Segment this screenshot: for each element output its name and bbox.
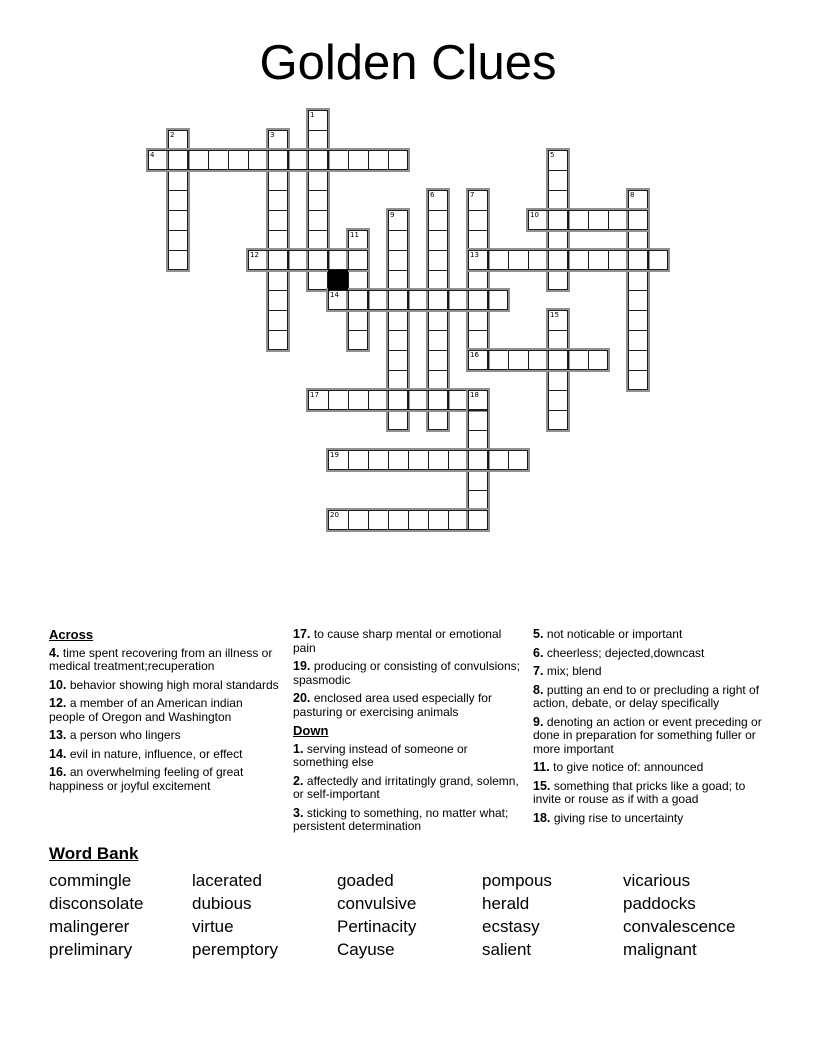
cell-divider: [328, 251, 329, 269]
cell-divider: [588, 351, 589, 369]
cell-divider: [629, 350, 647, 351]
cell-divider: [388, 451, 389, 469]
word-bank-item: goaded: [337, 871, 394, 890]
cell-divider: [388, 391, 389, 409]
clue-11: 11. to give notice of: announced: [533, 760, 704, 774]
cell-divider: [488, 251, 489, 269]
cell-divider: [268, 151, 269, 169]
cell-divider: [549, 410, 567, 411]
cell-divider: [448, 291, 449, 309]
cell-number-15: 15: [550, 311, 559, 319]
clue-16: 16. an overwhelming feeling of great happiness or joyful excitement: [49, 765, 244, 793]
word-7-frame: [468, 190, 488, 370]
cell-divider: [549, 190, 567, 191]
cell-divider: [368, 391, 369, 409]
clue-number: 16.: [49, 765, 70, 779]
word-bank-item: Pertinacity: [337, 917, 417, 936]
cell-divider: [309, 210, 327, 211]
cell-number-12: 12: [250, 251, 259, 259]
clue-17: 17. to cause sharp mental or emotional pain: [293, 627, 502, 655]
cell-divider: [429, 210, 447, 211]
clue-number: 7.: [533, 664, 547, 678]
cell-divider: [629, 290, 647, 291]
cell-divider: [269, 210, 287, 211]
cell-number-3: 3: [270, 131, 275, 139]
cell-divider: [568, 351, 569, 369]
clue-number: 3.: [293, 805, 307, 820]
clue-number: 1.: [293, 741, 307, 756]
cell-number-20: 20: [330, 511, 339, 519]
cell-divider: [429, 230, 447, 231]
cell-divider: [308, 151, 309, 169]
cell-divider: [629, 310, 647, 311]
cell-divider: [389, 330, 407, 331]
word-bank-item: vicarious: [623, 871, 691, 890]
cell-divider: [429, 250, 447, 251]
clue-7: 7. mix; blend: [533, 664, 602, 678]
clue-2: 2. affectedly and irritatingly grand, solemn, or self-important: [293, 773, 519, 801]
cell-divider: [188, 151, 189, 169]
cell-number-11: 11: [350, 231, 359, 239]
cell-divider: [448, 451, 449, 469]
clue-1: 1. serving instead of someone or something else: [293, 741, 468, 769]
word-bank-item: commingle: [49, 871, 132, 890]
cell-divider: [548, 251, 549, 269]
cell-divider: [469, 430, 487, 431]
clues-section: [49, 628, 769, 839]
clue-14: 14. evil in nature, influence, or effect: [49, 746, 243, 761]
clue-18: 18. giving rise to uncertainty: [533, 810, 684, 825]
cell-number-1: 1: [310, 111, 315, 119]
clue-number: 2.: [293, 773, 307, 788]
clue-15: 15. something that pricks like a goad; to invite or rouse as if with a goad: [533, 778, 746, 806]
clue-column-1: [49, 628, 279, 798]
word-bank-item: lacerated: [192, 871, 262, 890]
cell-divider: [468, 451, 469, 469]
word-bank-item: convulsive: [337, 894, 417, 913]
cell-divider: [349, 330, 367, 331]
cell-divider: [469, 490, 487, 491]
clue-12: 12. a member of an American indian people of Oregon and Washington: [49, 696, 243, 724]
clue-number: 15.: [533, 778, 554, 793]
cell-divider: [169, 250, 187, 251]
cell-divider: [269, 330, 287, 331]
cell-divider: [568, 211, 569, 229]
cell-divider: [308, 251, 309, 269]
cell-divider: [508, 451, 509, 469]
cell-divider: [428, 511, 429, 529]
cell-divider: [428, 291, 429, 309]
cell-divider: [328, 391, 329, 409]
clue-column-3: [533, 628, 769, 830]
cell-divider: [348, 151, 349, 169]
cell-divider: [368, 291, 369, 309]
clue-13: 13. a person who lingers: [49, 728, 181, 742]
clue-5: 5. not noticable or important: [533, 627, 683, 641]
word-20-frame: [328, 510, 488, 530]
cell-divider: [469, 330, 487, 331]
word-bank-item: convalescence: [623, 917, 736, 936]
cell-divider: [389, 250, 407, 251]
cell-divider: [348, 511, 349, 529]
cell-divider: [169, 230, 187, 231]
word-bank-section: [49, 844, 743, 963]
clue-number: 8.: [533, 682, 547, 697]
clue-9: 9. denoting an action or event preceding or done in preparation for something fuller or more important: [533, 714, 762, 756]
crossword-grid: [148, 110, 668, 530]
word-bank-item: herald: [482, 894, 530, 913]
clue-number: 20.: [293, 691, 314, 705]
word-bank-item: peremptory: [192, 940, 278, 959]
cell-divider: [368, 451, 369, 469]
cell-divider: [408, 291, 409, 309]
cell-divider: [388, 151, 389, 169]
cell-divider: [588, 251, 589, 269]
word-4-frame: [148, 150, 408, 170]
cell-divider: [408, 391, 409, 409]
cell-divider: [488, 351, 489, 369]
cell-divider: [488, 451, 489, 469]
cell-divider: [169, 210, 187, 211]
cell-divider: [488, 291, 489, 309]
clue-number: 12.: [49, 696, 70, 710]
word-bank-item: salient: [482, 940, 532, 959]
word-19-frame: [328, 450, 528, 470]
cell-divider: [568, 251, 569, 269]
cell-number-6: 6: [430, 191, 435, 199]
clue-number: 17.: [293, 627, 314, 641]
clue-19: 19. producing or consisting of convulsions; spasmodic: [293, 659, 520, 687]
cell-divider: [168, 151, 169, 169]
clue-20: 20. enclosed area used especially for pasturing or exercising animals: [293, 691, 492, 719]
word-13-frame: [468, 250, 668, 270]
clue-number: 14.: [49, 746, 70, 761]
black-cell: [328, 270, 348, 290]
cell-number-5: 5: [550, 151, 555, 159]
cell-number-10: 10: [530, 211, 539, 219]
cell-divider: [169, 190, 187, 191]
cell-divider: [629, 330, 647, 331]
cell-divider: [448, 391, 449, 409]
clue-number: 18.: [533, 810, 554, 825]
cell-divider: [288, 151, 289, 169]
word-bank-item: paddocks: [623, 894, 696, 913]
cell-divider: [309, 130, 327, 131]
word-bank-item: preliminary: [49, 940, 133, 959]
cell-divider: [528, 251, 529, 269]
cell-divider: [328, 151, 329, 169]
cell-divider: [469, 230, 487, 231]
cell-divider: [348, 291, 349, 309]
word-bank-title: Word Bank: [49, 844, 139, 863]
word-16-frame: [468, 350, 608, 370]
cell-divider: [629, 370, 647, 371]
cell-number-9: 9: [390, 211, 395, 219]
cell-divider: [389, 270, 407, 271]
cell-divider: [389, 370, 407, 371]
word-bank-item: ecstasy: [482, 917, 540, 936]
word-17-frame: [308, 390, 488, 410]
clue-number: 4.: [49, 645, 63, 660]
cell-divider: [528, 351, 529, 369]
cell-divider: [348, 451, 349, 469]
clue-number: 9.: [533, 714, 547, 729]
clue-3: 3. sticking to something, no matter what; persistent determination: [293, 805, 509, 833]
word-bank-item: dubious: [192, 894, 252, 913]
word-10-frame: [528, 210, 648, 230]
cell-number-14: 14: [330, 291, 339, 299]
cell-divider: [628, 251, 629, 269]
cell-divider: [548, 211, 549, 229]
cell-divider: [588, 211, 589, 229]
cell-divider: [549, 330, 567, 331]
cell-number-19: 19: [330, 451, 339, 459]
cell-divider: [628, 211, 629, 229]
cell-divider: [548, 351, 549, 369]
cell-divider: [508, 351, 509, 369]
word-bank-item: malignant: [623, 940, 697, 959]
cell-divider: [348, 391, 349, 409]
cell-number-7: 7: [470, 191, 475, 199]
word-bank-item: pompous: [482, 871, 552, 890]
cell-divider: [368, 511, 369, 529]
cell-divider: [208, 151, 209, 169]
cell-divider: [608, 211, 609, 229]
cell-divider: [429, 330, 447, 331]
word-bank-item: disconsolate: [49, 894, 144, 913]
cell-divider: [428, 451, 429, 469]
cell-divider: [269, 310, 287, 311]
cell-divider: [228, 151, 229, 169]
cell-divider: [469, 210, 487, 211]
cell-divider: [248, 151, 249, 169]
clue-number: 11.: [533, 760, 554, 774]
cell-divider: [408, 451, 409, 469]
word-12-frame: [248, 250, 368, 270]
cell-divider: [428, 391, 429, 409]
cell-divider: [408, 511, 409, 529]
across-header: Across: [49, 627, 94, 642]
clue-number: 19.: [293, 659, 314, 673]
word-bank-item: virtue: [192, 917, 234, 936]
cell-divider: [429, 350, 447, 351]
clue-6: 6. cheerless; dejected,downcast: [533, 645, 705, 660]
cell-number-18: 18: [470, 391, 479, 399]
cell-divider: [549, 170, 567, 171]
cell-divider: [468, 511, 469, 529]
word-bank-list: [49, 871, 743, 963]
word-bank-item: Cayuse: [337, 940, 395, 959]
clue-4: 4. time spent recovering from an illness or medical treatment;recuperation: [49, 645, 273, 673]
cell-divider: [389, 230, 407, 231]
cell-divider: [269, 230, 287, 231]
cell-divider: [508, 251, 509, 269]
clue-number: 6.: [533, 645, 547, 660]
clue-number: 5.: [533, 627, 547, 641]
cell-divider: [309, 230, 327, 231]
cell-number-8: 8: [630, 191, 635, 199]
cell-number-4: 4: [150, 151, 155, 159]
cell-number-13: 13: [470, 251, 479, 259]
cell-divider: [608, 251, 609, 269]
cell-divider: [429, 370, 447, 371]
cell-divider: [388, 511, 389, 529]
cell-divider: [269, 290, 287, 291]
cell-divider: [389, 350, 407, 351]
cell-number-16: 16: [470, 351, 479, 359]
cell-divider: [268, 251, 269, 269]
cell-number-17: 17: [310, 391, 319, 399]
word-14-frame: [328, 290, 508, 310]
cell-divider: [549, 390, 567, 391]
word-bank-item: malingerer: [49, 917, 130, 936]
cell-divider: [368, 151, 369, 169]
clue-8: 8. putting an end to or precluding a right of action, debate, or delay specifically: [533, 682, 760, 710]
cell-divider: [448, 511, 449, 529]
puzzle-title: Golden Clues: [259, 36, 557, 90]
cell-divider: [348, 251, 349, 269]
cell-divider: [469, 410, 487, 411]
clue-10: 10. behavior showing high moral standards: [49, 677, 279, 692]
cell-divider: [388, 291, 389, 309]
clue-number: 13.: [49, 728, 70, 742]
cell-divider: [468, 291, 469, 309]
clue-column-2: [293, 628, 523, 839]
cell-number-2: 2: [170, 131, 175, 139]
cell-divider: [269, 190, 287, 191]
cell-divider: [288, 251, 289, 269]
cell-divider: [648, 251, 649, 269]
cell-divider: [429, 270, 447, 271]
clue-number: 10.: [49, 677, 70, 692]
cell-divider: [309, 190, 327, 191]
down-header: Down: [293, 723, 329, 738]
